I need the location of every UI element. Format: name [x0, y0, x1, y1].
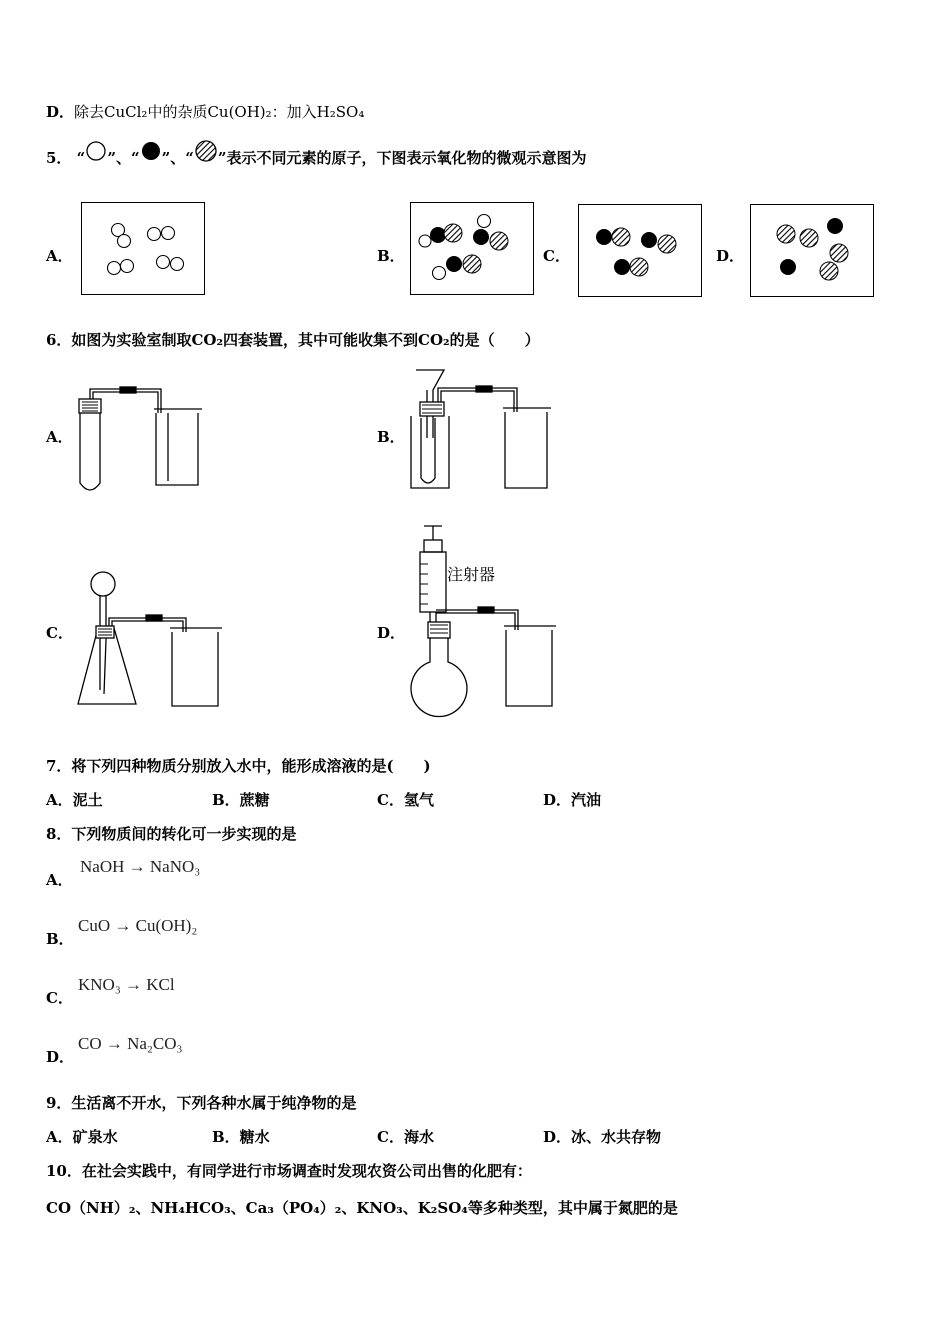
q6-apparatus-d	[406, 522, 561, 717]
q6-syringe-label: 注射器	[447, 565, 496, 584]
q5-sep-2: ”、“	[161, 149, 194, 167]
q8-option-a-formula: NaOH → NaNO₃	[80, 857, 201, 876]
q5-option-a-label: A．	[46, 247, 73, 265]
q5-option-d-diagram	[750, 204, 874, 297]
q6-apparatus-b	[406, 368, 556, 493]
q6-apparatus-c	[76, 570, 226, 715]
q8-option-b-formula: CuO → Cu(OH)₂	[78, 916, 198, 935]
q8-option-b-label: B．	[46, 930, 74, 948]
q5-quote-open: “	[76, 149, 86, 167]
q8-option-a-label: A．	[46, 871, 73, 889]
q5-option-a-diagram	[81, 202, 205, 295]
q6-option-a-label: A．	[46, 428, 73, 446]
q5-option-b-diagram	[410, 202, 534, 295]
q8-stem: 8．下列物质间的转化可一步实现的是	[46, 825, 297, 843]
q7-option-b: B．蔗糖	[212, 791, 270, 809]
q5-stem	[46, 148, 586, 168]
q10-stem: 10．在社会实践中，有同学进行市场调查时发现农资公司出售的化肥有：	[46, 1162, 532, 1180]
q5-sep-1: ”、“	[107, 149, 140, 167]
q5-white-atom-icon	[85, 149, 107, 165]
q5-option-c-label: C．	[543, 247, 570, 265]
q6-option-b-label: B．	[377, 428, 405, 446]
q7-stem: 7．将下列四种物质分别放入水中，能形成溶液的是( )	[46, 757, 431, 775]
q6-option-c-label: C．	[46, 624, 73, 642]
q4-option-d	[46, 102, 364, 122]
q10-fertilizer-list: CO（NH）₂、NH₄HCO₃、Ca₃（PO₄）₂、KNO₃、K₂SO₄等多种类型，其中属于氮肥的是	[46, 1199, 678, 1217]
q9-option-b: B．糖水	[212, 1128, 270, 1146]
q6-stem: 6．如图为实验室制取CO₂四套装置，其中可能收集不到CO₂的是（ ）	[46, 331, 540, 349]
q6-apparatus-a	[76, 385, 206, 495]
q8-option-d-label: D．	[46, 1048, 75, 1066]
q8-option-c-formula: KNO₃ → KCl	[78, 975, 175, 994]
q5-option-c-diagram	[578, 204, 702, 297]
q7-option-c: C．氢气	[377, 791, 434, 809]
q4-option-d-label: D．	[46, 103, 75, 121]
q7-option-a: A．泥土	[46, 791, 103, 809]
q4-option-d-text: 除去CuCl₂中的杂质Cu(OH)₂：加入H₂SO₄	[74, 103, 365, 121]
q5-option-b-label: B．	[377, 247, 405, 265]
q5-hatched-atom-icon	[194, 149, 218, 165]
q9-option-c: C．海水	[377, 1128, 434, 1146]
q9-option-d: D．冰、水共存物	[543, 1128, 662, 1146]
q8-option-c-label: C．	[46, 989, 73, 1007]
q9-option-a: A．矿泉水	[46, 1128, 118, 1146]
q5-stem-tail: ”表示不同元素的原子，下图表示氧化物的微观示意图为	[217, 149, 587, 167]
q9-stem: 9．生活离不开水，下列各种水属于纯净物的是	[46, 1094, 357, 1112]
q7-option-d: D．汽油	[543, 791, 602, 809]
q5-black-atom-icon	[140, 149, 162, 165]
q5-option-d-label: D．	[716, 247, 745, 265]
q5-number: 5．	[46, 149, 72, 167]
q8-option-d-formula: CO → Na₂CO₃	[78, 1034, 183, 1053]
q6-option-d-label: D．	[377, 624, 406, 642]
